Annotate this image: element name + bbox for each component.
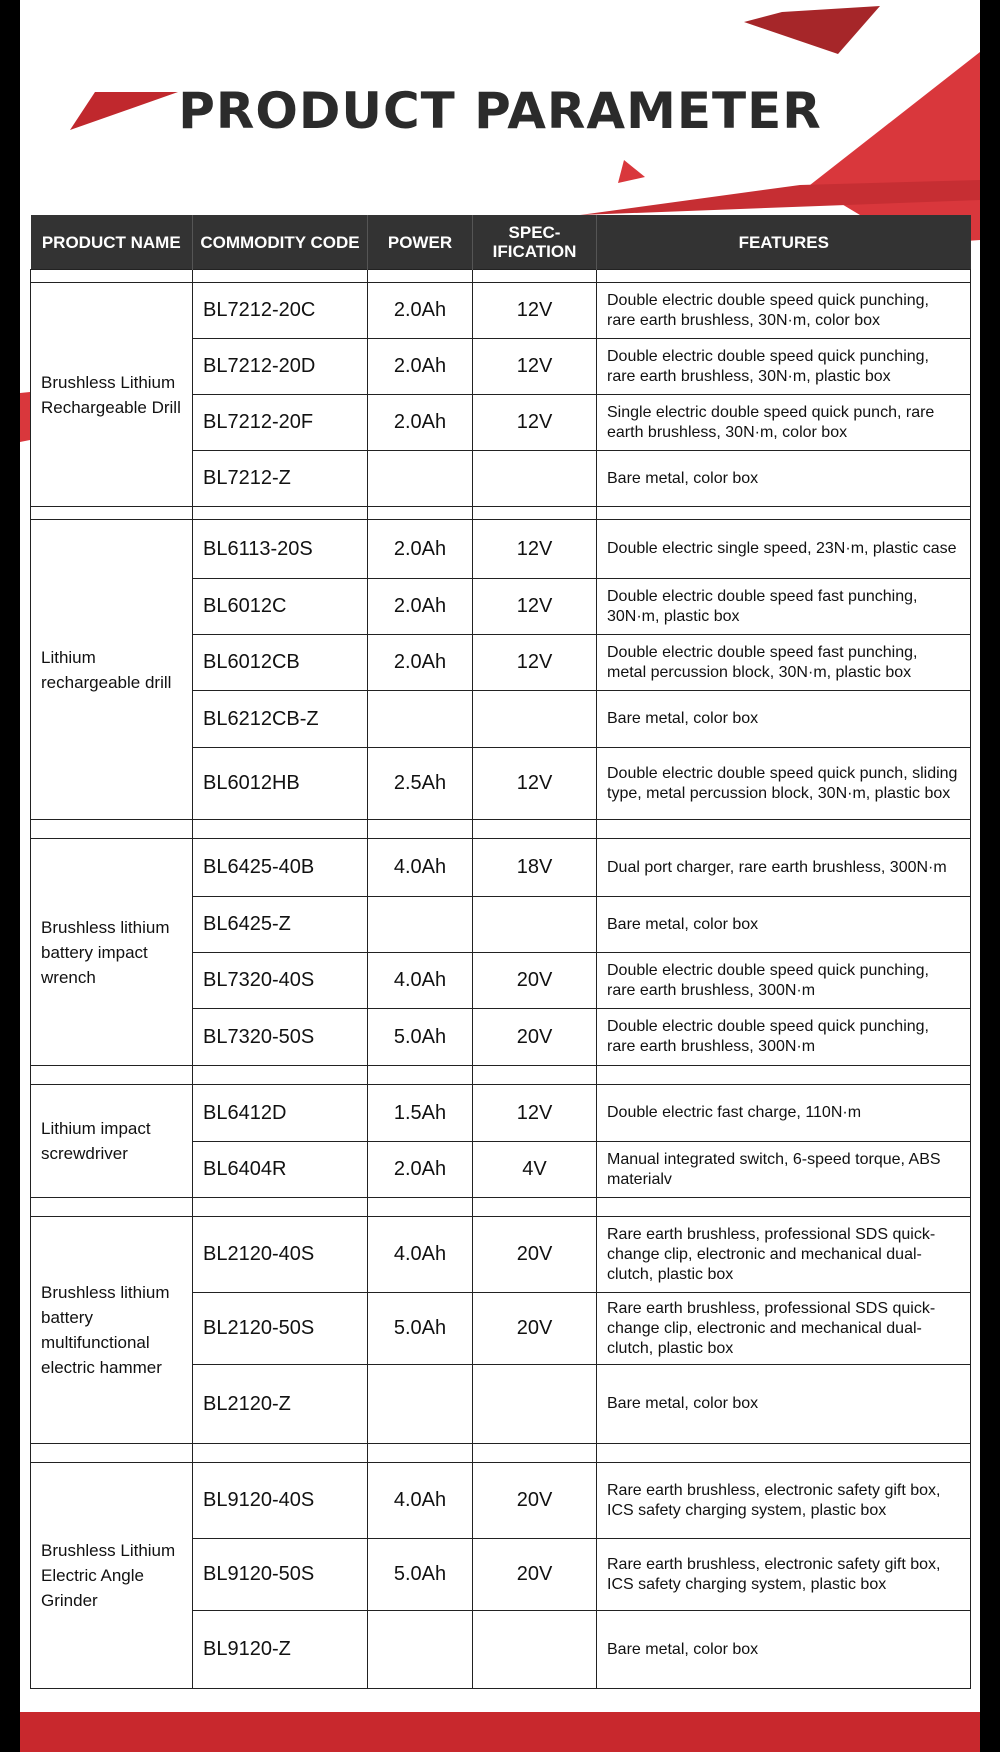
header-power: POWER [368,215,473,270]
features-text: Double electric double speed fast punching, 30N·m, plastic box [597,579,971,635]
commodity-code: BL7212-20F [193,395,368,451]
header-product-name: PRODUCT NAME [31,215,193,270]
features-text: Bare metal, color box [597,691,971,748]
product-name-cell: Lithium rechargeable drill [31,520,193,820]
spec-value: 12V [473,283,597,339]
commodity-code: BL6012HB [193,748,368,820]
header-specification: SPEC-IFICATION [473,215,597,270]
commodity-code: BL6412D [193,1085,368,1142]
power-value: 4.0Ah [368,1463,473,1539]
bottom-red-bar [20,1712,980,1752]
spec-value: 12V [473,635,597,691]
product-parameter-sheet [20,0,980,1752]
spec-value [473,1611,597,1689]
spec-value: 12V [473,748,597,820]
spec-value: 20V [473,1009,597,1066]
commodity-code: BL7320-50S [193,1009,368,1066]
power-value: 2.0Ah [368,579,473,635]
table-header-row [31,215,971,270]
small-red-triangle [618,160,645,183]
power-value [368,1611,473,1689]
product-name-cell: Brushless lithium battery impact wrench [31,839,193,1066]
spec-value: 12V [473,395,597,451]
spec-value: 12V [473,520,597,579]
commodity-code: BL6404R [193,1142,368,1198]
product-name-cell: Brushless lithium battery multifunctional electric hammer [31,1217,193,1444]
spacer-row [31,507,971,520]
commodity-code: BL2120-Z [193,1365,368,1444]
commodity-code: BL7212-20C [193,283,368,339]
commodity-code: BL9120-50S [193,1539,368,1611]
features-text: Manual integrated switch, 6-speed torque, ABS materialv [597,1142,971,1198]
power-value: 2.0Ah [368,339,473,395]
power-value: 4.0Ah [368,953,473,1009]
commodity-code: BL9120-40S [193,1463,368,1539]
power-value: 2.0Ah [368,395,473,451]
power-value [368,451,473,507]
features-text: Double electric single speed, 23N·m, plastic case [597,520,971,579]
top-right-parallelogram [744,6,880,54]
features-text: Double electric double speed quick punching, rare earth brushless, 300N·m [597,1009,971,1066]
commodity-code: BL6012C [193,579,368,635]
features-text: Rare earth brushless, professional SDS quick-change clip, electronic and mechanical dual-clutch, plastic box [597,1293,971,1365]
spec-value: 20V [473,1539,597,1611]
spec-value: 12V [473,579,597,635]
commodity-code: BL6012CB [193,635,368,691]
spec-value [473,897,597,953]
header-features: FEATURES [597,215,971,270]
commodity-code: BL6425-40B [193,839,368,897]
commodity-code: BL9120-Z [193,1611,368,1689]
features-text: Double electric double speed fast punching, metal percussion block, 30N·m, plastic box [597,635,971,691]
spacer-row [31,820,971,839]
power-value [368,1365,473,1444]
commodity-code: BL6425-Z [193,897,368,953]
power-value: 5.0Ah [368,1009,473,1066]
spec-value: 12V [473,1085,597,1142]
spacer-row [31,270,971,283]
spec-value [473,451,597,507]
features-text: Rare earth brushless, electronic safety gift box, ICS safety charging system, plastic box [597,1463,971,1539]
page-title: PRODUCT PARAMETER [178,82,822,140]
spec-value: 20V [473,953,597,1009]
table-row [31,520,971,579]
product-name-cell: Lithium impact screwdriver [31,1085,193,1198]
spec-value [473,1365,597,1444]
power-value: 2.0Ah [368,635,473,691]
commodity-code: BL7320-40S [193,953,368,1009]
commodity-code: BL2120-50S [193,1293,368,1365]
power-value: 1.5Ah [368,1085,473,1142]
features-text: Single electric double speed quick punch, rare earth brushless, 30N·m, color box [597,395,971,451]
features-text: Double electric double speed quick punching, rare earth brushless, 300N·m [597,953,971,1009]
table-row [31,1463,971,1539]
features-text: Bare metal, color box [597,1365,971,1444]
power-value: 2.5Ah [368,748,473,820]
spec-value: 4V [473,1142,597,1198]
spacer-row [31,1444,971,1463]
power-value: 5.0Ah [368,1293,473,1365]
power-value: 2.0Ah [368,520,473,579]
header-commodity-code: COMMODITY CODE [193,215,368,270]
power-value: 5.0Ah [368,1539,473,1611]
features-text: Bare metal, color box [597,1611,971,1689]
spec-value: 12V [473,339,597,395]
power-value: 2.0Ah [368,1142,473,1198]
table-row [31,1085,971,1142]
features-text: Bare metal, color box [597,451,971,507]
commodity-code: BL7212-20D [193,339,368,395]
parameter-table [30,215,971,1689]
commodity-code: BL6113-20S [193,520,368,579]
power-value [368,691,473,748]
features-text: Dual port charger, rare earth brushless, 300N·m [597,839,971,897]
product-name-cell: Brushless Lithium Rechargeable Drill [31,283,193,507]
table-row [31,1217,971,1293]
spec-value: 20V [473,1217,597,1293]
power-value: 2.0Ah [368,283,473,339]
product-name-cell: Brushless Lithium Electric Angle Grinder [31,1463,193,1689]
table-row [31,839,971,897]
commodity-code: BL6212CB-Z [193,691,368,748]
spacer-row [31,1198,971,1217]
commodity-code: BL2120-40S [193,1217,368,1293]
spec-value [473,691,597,748]
features-text: Double electric double speed quick punch, sliding type, metal percussion block, 30N·m, plastic box [597,748,971,820]
power-value: 4.0Ah [368,839,473,897]
features-text: Bare metal, color box [597,897,971,953]
features-text: Double electric double speed quick punching, rare earth brushless, 30N·m, plastic box [597,339,971,395]
spec-value: 18V [473,839,597,897]
features-text: Rare earth brushless, professional SDS quick-change clip, electronic and mechanical dual-clutch, plastic box [597,1217,971,1293]
features-text: Double electric double speed quick punching, rare earth brushless, 30N·m, color box [597,283,971,339]
power-value [368,897,473,953]
spec-value: 20V [473,1463,597,1539]
power-value: 4.0Ah [368,1217,473,1293]
table-row [31,283,971,339]
spacer-row [31,1066,971,1085]
spec-value: 20V [473,1293,597,1365]
features-text: Double electric fast charge, 110N·m [597,1085,971,1142]
commodity-code: BL7212-Z [193,451,368,507]
left-edge-red-shape [20,392,30,442]
features-text: Rare earth brushless, electronic safety gift box, ICS safety charging system, plastic box [597,1539,971,1611]
